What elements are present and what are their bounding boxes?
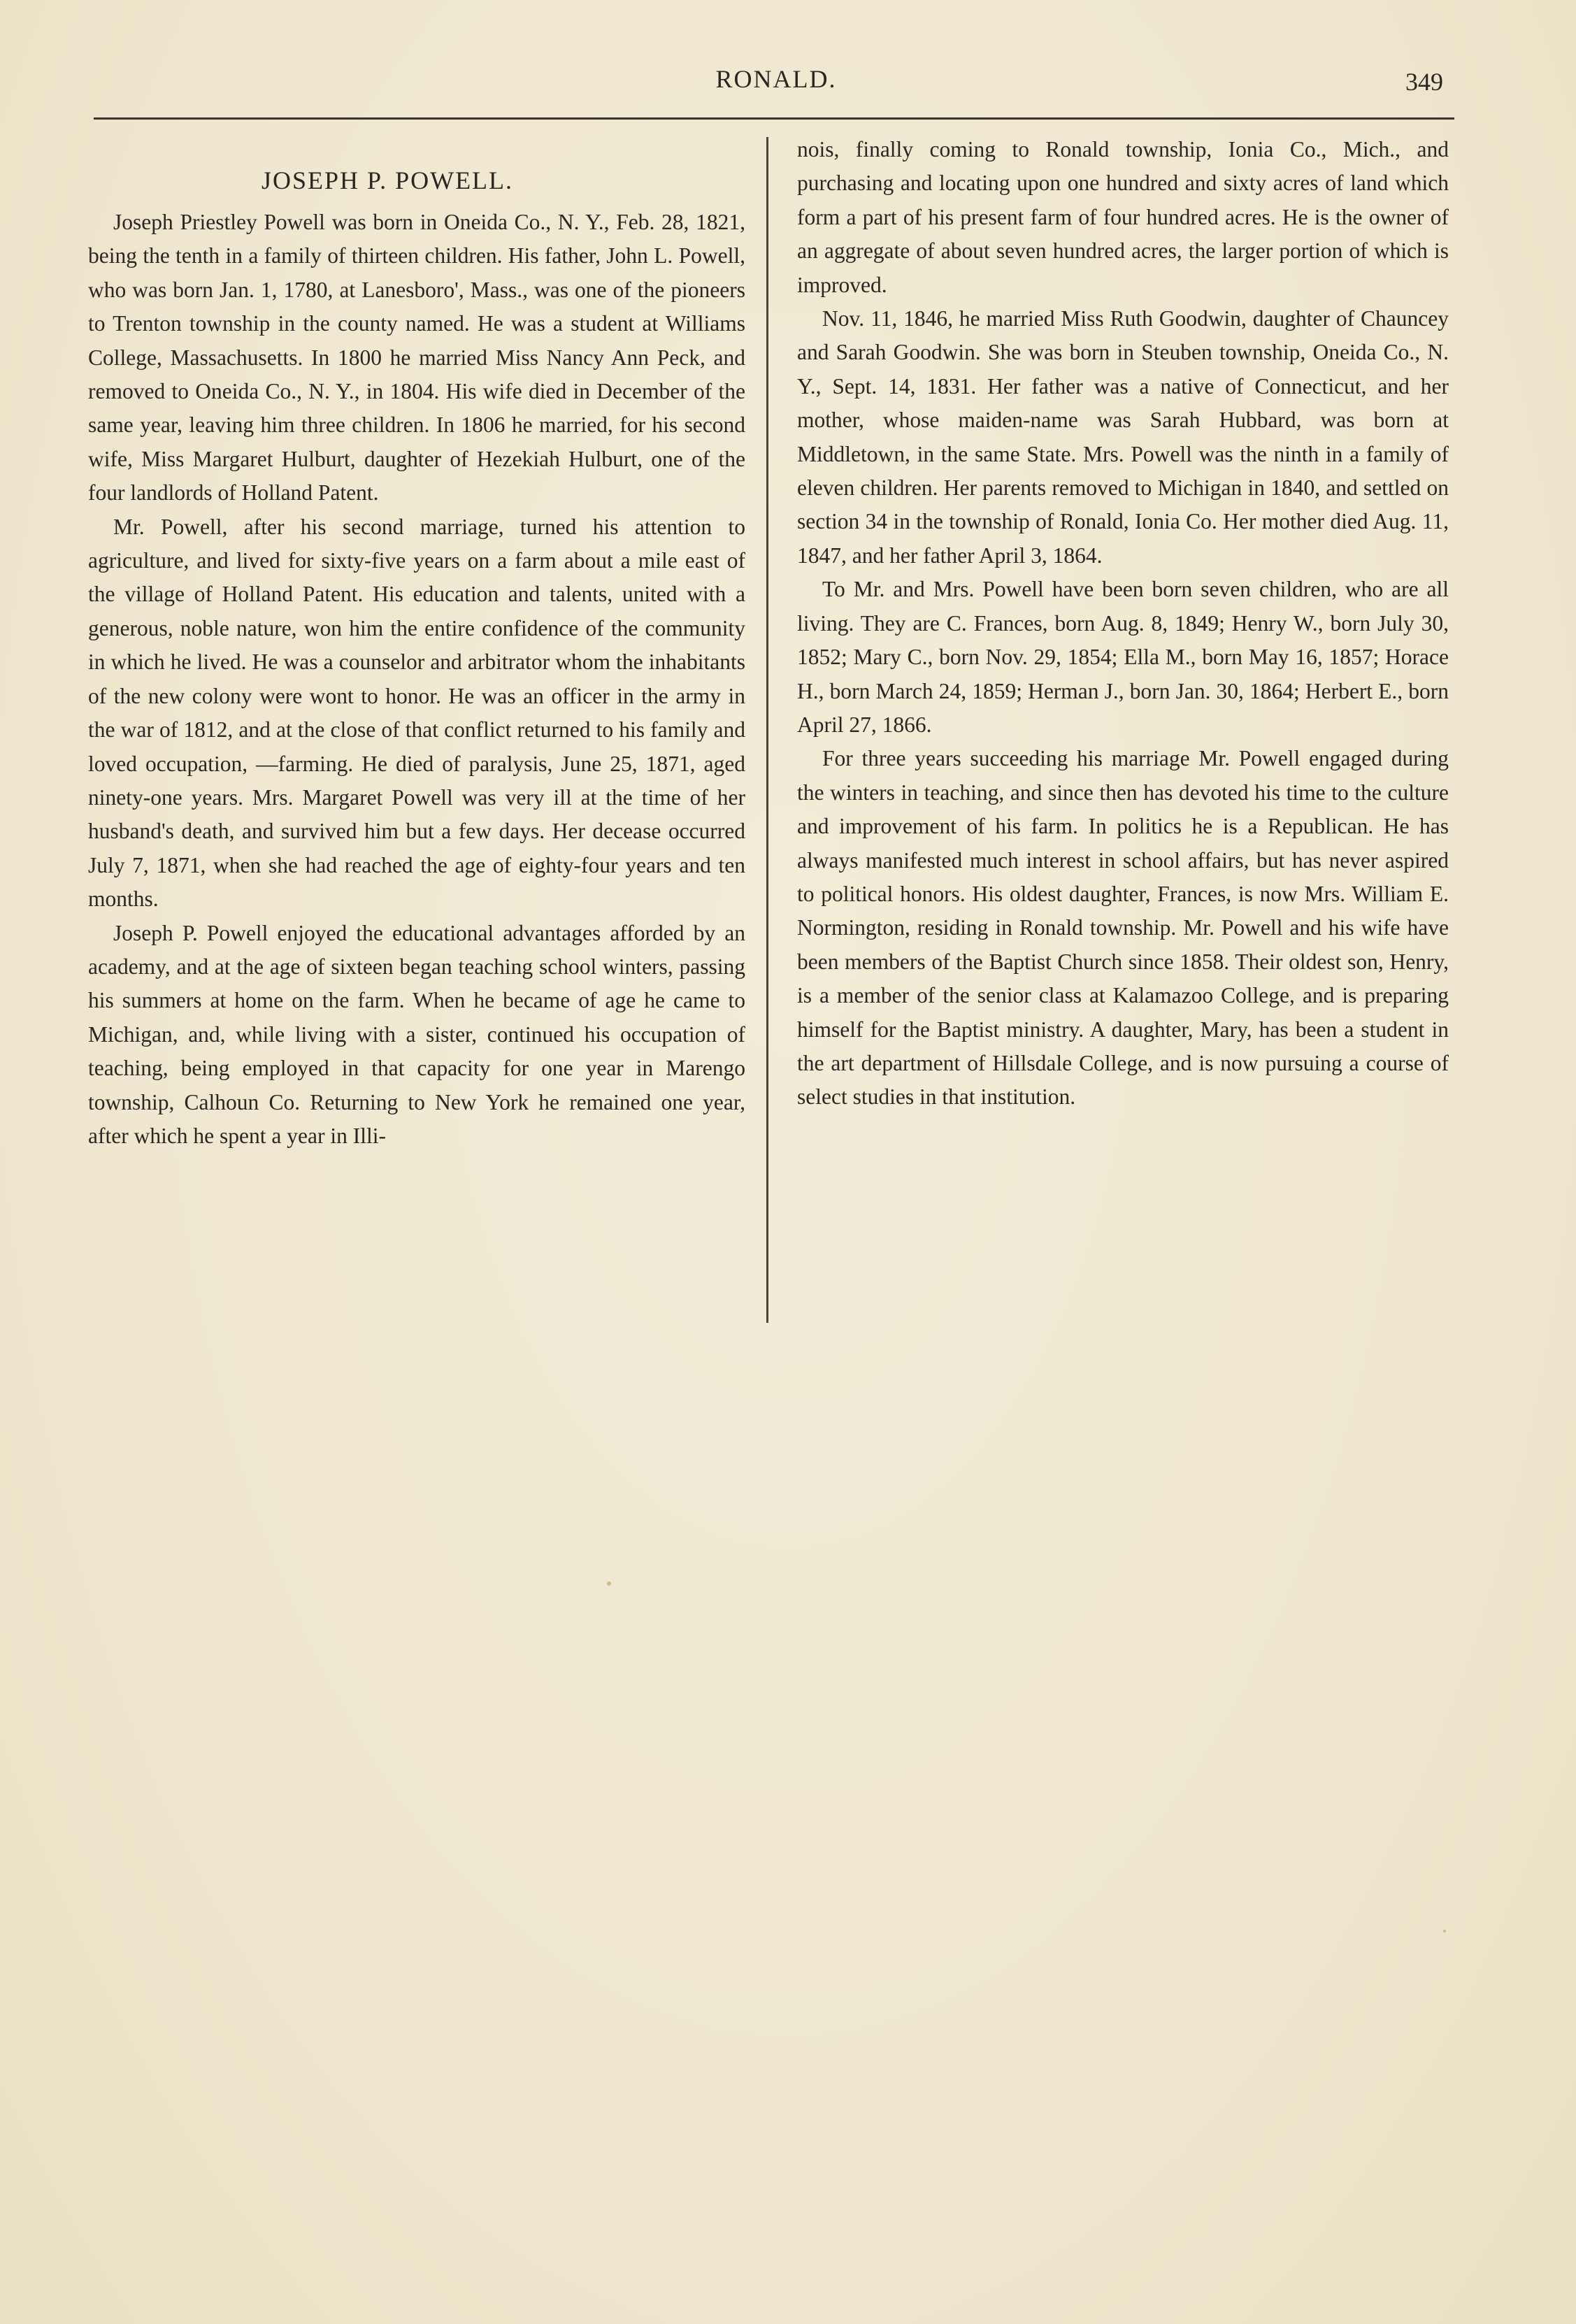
right-column bbox=[797, 133, 1449, 1114]
paragraph-education: Joseph P. Powell enjoyed the educational advantages afforded by an academy, and at the age of sixteen began teaching school winters, passing his summers at home on the farm. When he became of age he came to Michigan, and, while living with a sister, continued his occupation of teaching, being employed in that capacity for one year in Marengo township, Calhoun Co. Returning to New York he remained one year, after which he spent a year in Illi- bbox=[88, 920, 745, 1148]
paragraph-marriage: Nov. 11, 1846, he married Miss Ruth Goodwin, daughter of Chauncey and Sarah Goodwin. She was born in Steuben township, Oneida Co., N. Y., Sept. 14, 1831. Her father was a native of Connecticut, and her mother, whose maiden-name was Sarah Hubbard, was born at Middletown, in the same State. Mrs. Powell was the ninth in a family of eleven children. Her parents removed to Michigan in 1840, and settled on section 34 in the township of Ronald, Ionia Co. Her mother died Aug. 11, 1847, and her father April 3, 1864. bbox=[797, 306, 1449, 568]
running-title: RONALD. bbox=[715, 65, 837, 93]
paragraph-father-career: Mr. Powell, after his second marriage, turned his attention to agriculture, and lived for sixty-five years on a farm about a mile east of the village of Holland Patent. His education and talents, united with a generous, noble nature, won him the entire confidence of the community in which he lived. He was a counselor and arbitrator whom the inhabitants of the new colony were wont to honor. He was an officer in the army in the war of 1812, and at the close of that conflict returned to his family and loved occupation, —farming. He died of paralysis, June 25, 1871, aged ninety-one years. Mrs. Margaret Powell was very ill at the time of her husband's death, and survived him but a few days. Her decease occurred July 7, 1871, when she had reached the age of eighty-four years and ten months. bbox=[88, 514, 745, 912]
paper-speck bbox=[1443, 1930, 1446, 1932]
column-divider bbox=[766, 137, 768, 1323]
paragraph-birth: Joseph Priestley Powell was born in Oneida Co., N. Y., Feb. 28, 1821, being the tenth in a family of thirteen children. His father, John L. Powell, who was born Jan. 1, 1780, at Lanesboro', Mass., was one of the pioneers to Trenton township in the county named. He was a student at Williams College, Massachusetts. In 1800 he married Miss Nancy Ann Peck, and removed to Oneida Co., N. Y., in 1804. His wife died in December of the same year, leaving him three children. In 1806 he married, for his second wife, Miss Margaret Hulburt, daughter of Hezekiah Hulburt, one of the four landlords of Holland Patent. bbox=[88, 210, 745, 505]
page-number: 349 bbox=[1405, 68, 1443, 96]
paragraph-continuation: nois, finally coming to Ronald township, Ionia Co., Mich., and purchasing and locating upon one hundred and sixty acres of land which form a part of his present farm of four hundred acres. He is the owner of an aggregate of about seven hundred acres, the larger portion of which is improved. bbox=[797, 137, 1449, 297]
paper-speck bbox=[607, 1581, 611, 1586]
running-header bbox=[0, 64, 1576, 106]
article-title: JOSEPH P. POWELL. bbox=[262, 166, 514, 194]
left-column bbox=[88, 133, 745, 1153]
paragraph-later-life: For three years succeeding his marriage Mr. Powell engaged during the winters in teaching, and since then has devoted his time to the culture and improvement of his farm. In politics he is a Republican. He has always manifested much interest in school affairs, but has never aspired to political honors. His oldest daughter, Frances, is now Mrs. William E. Normington, residing in Ronald township. Mr. Powell and his wife have been members of the Baptist Church since 1858. Their oldest son, Henry, is a member of the senior class at Kalamazoo College, and is preparing himself for the Baptist ministry. A daughter, Mary, has been a student in the art department of Hillsdale College, and is now pursuing a course of select studies in that institution. bbox=[797, 746, 1449, 1110]
paragraph-children: To Mr. and Mrs. Powell have been born seven children, who are all living. They are C. Frances, born Aug. 8, 1849; Henry W., born July 30, 1852; Mary C., born Nov. 29, 1854; Ella M., born May 16, 1857; Horace H., born March 24, 1859; Herman J., born Jan. 30, 1864; Herbert E., born April 27, 1866. bbox=[797, 577, 1449, 737]
header-rule bbox=[94, 117, 1454, 120]
